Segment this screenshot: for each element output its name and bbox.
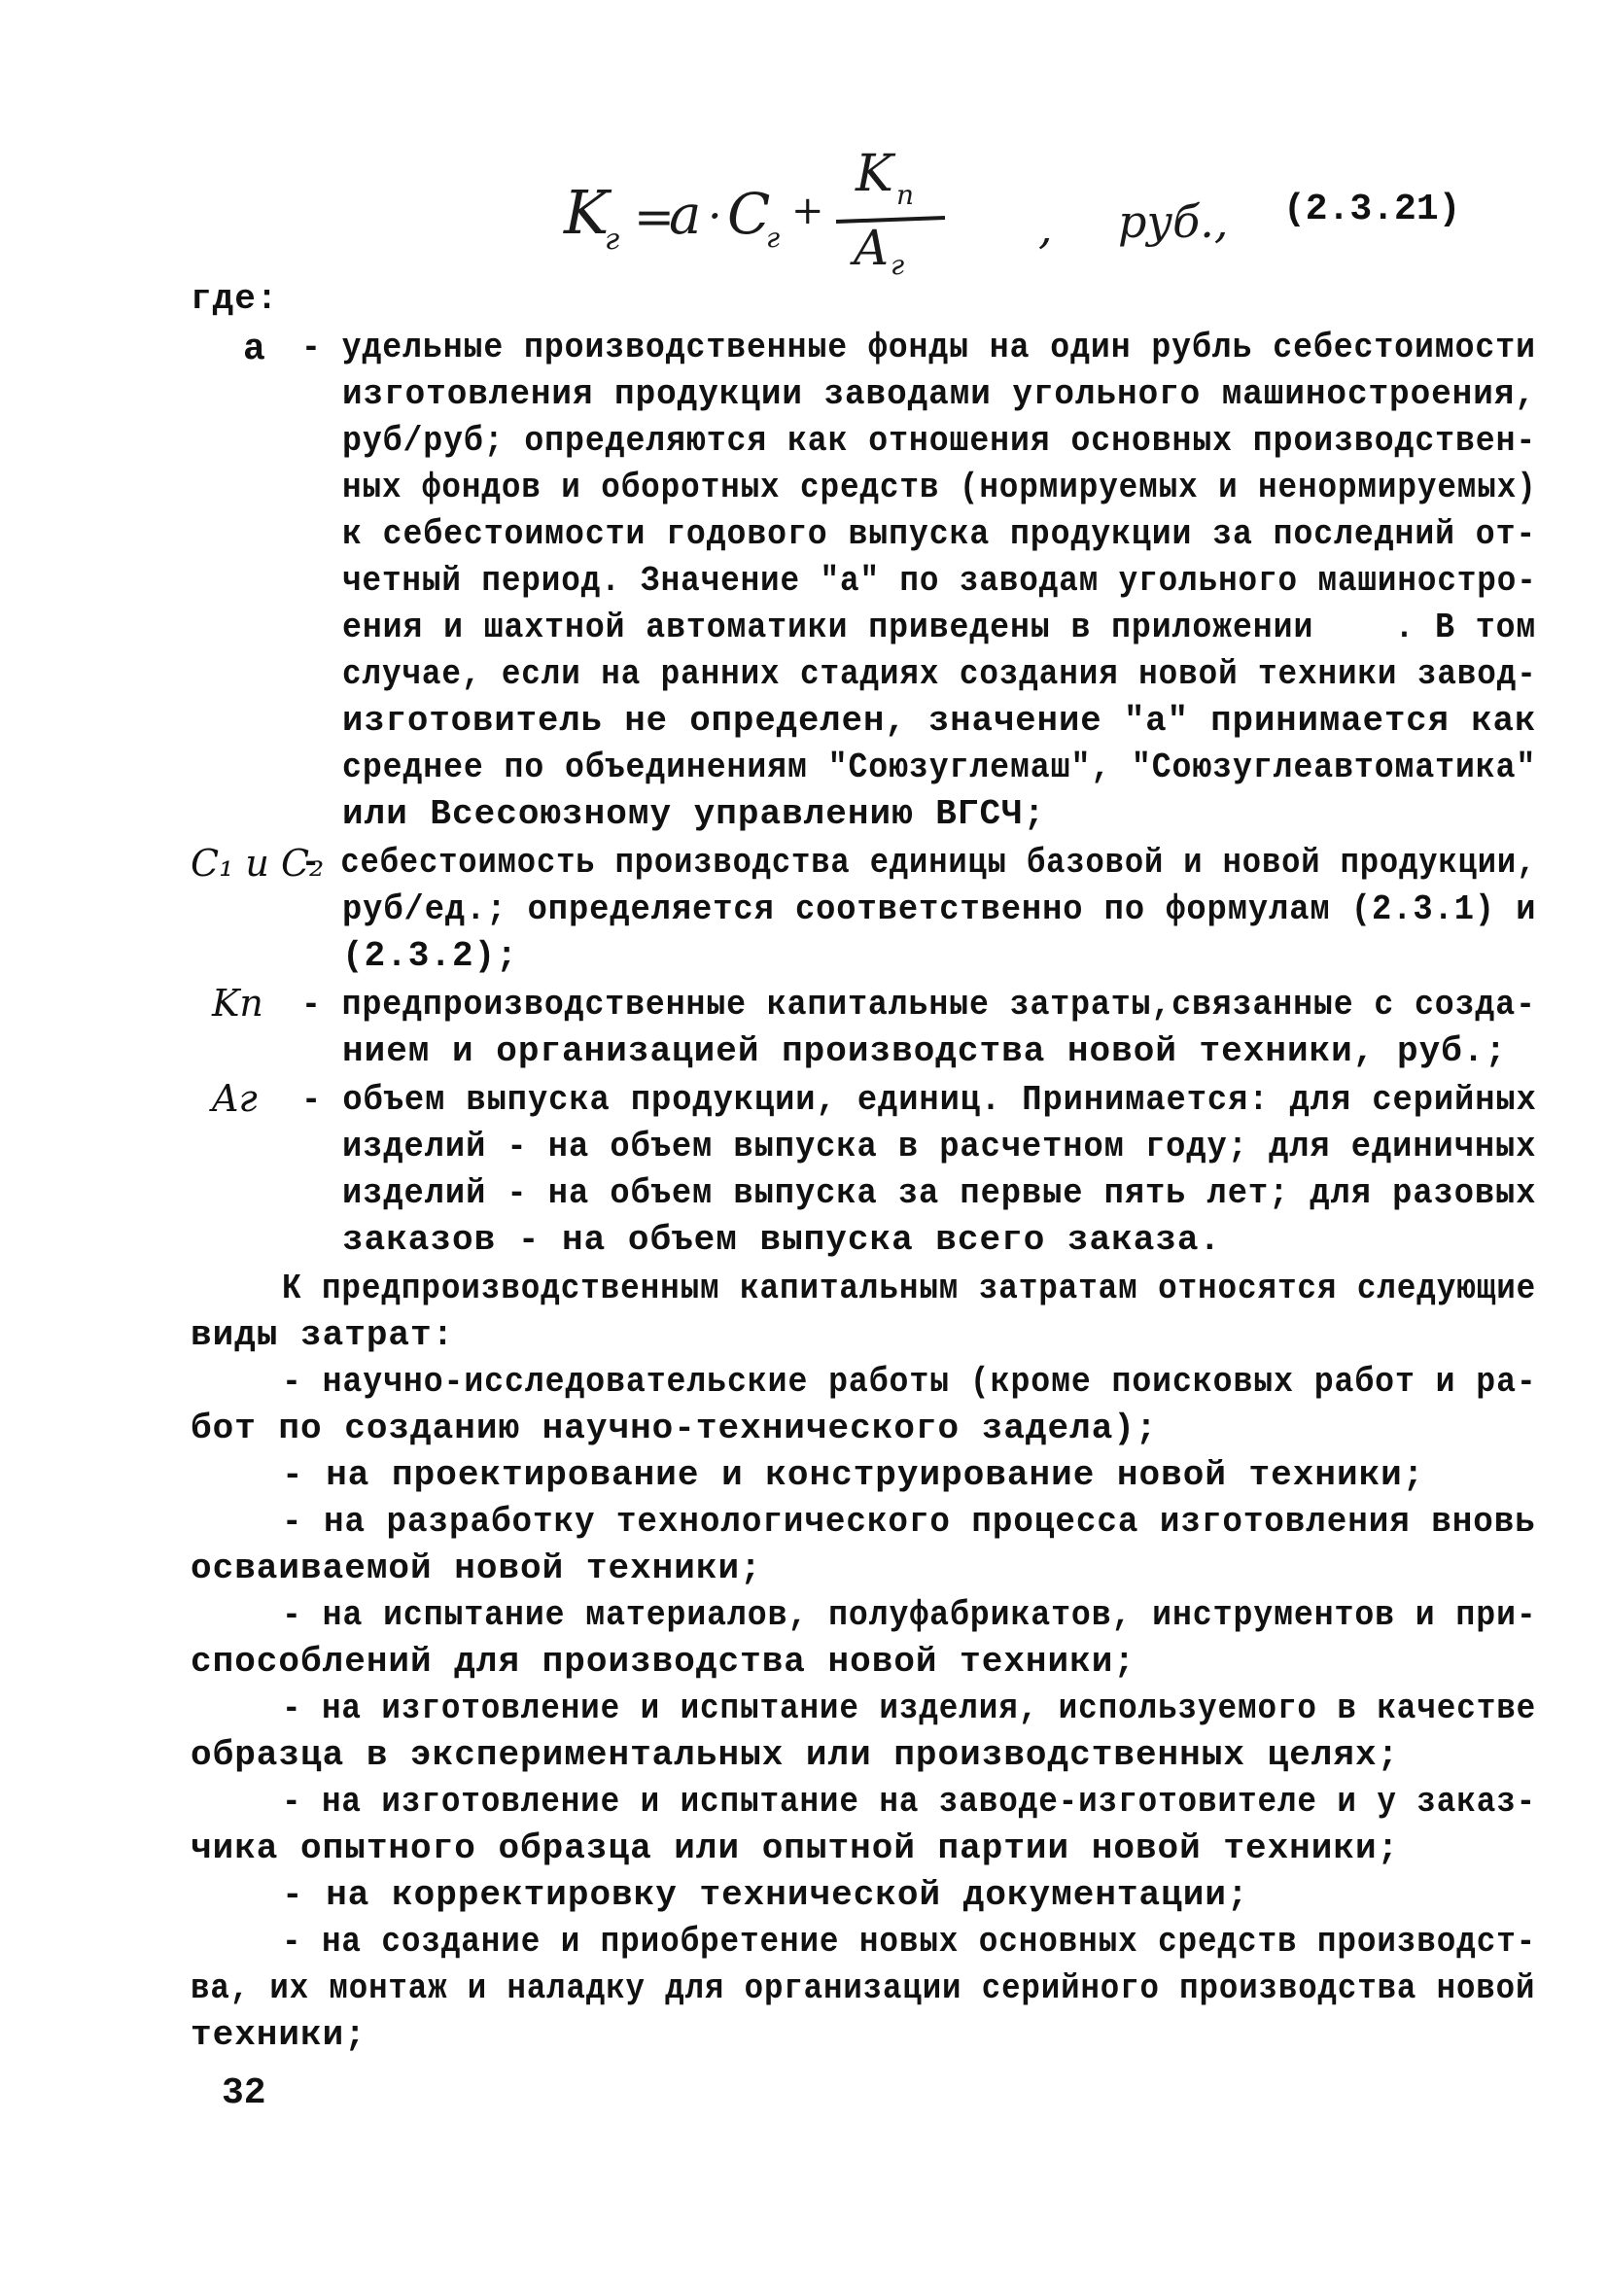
definition-line: изготовления продукции заводами угольного машиностроения, [342, 374, 1536, 414]
page-number: 32 [222, 2072, 266, 2114]
definition-line: ения и шахтной автоматики приведены в приложении . В том [342, 608, 1537, 647]
definition-line: нием и организацией производства новой техники, руб.; [342, 1031, 1507, 1071]
definition-line: случае, если на ранних стадиях создания новой техники завод- [342, 654, 1537, 694]
list-item-line: - на изготовление и испытание изделия, используемого в качестве [282, 1688, 1537, 1728]
list-item-line: бот по созданию научно-технического задела); [191, 1409, 1158, 1448]
list-item-line: - на создание и приобретение новых основных средств производст- [282, 1922, 1537, 1962]
formula-dot: · [708, 190, 722, 242]
definition-line: руб/руб; определяются как отношения основных производствен- [342, 421, 1537, 461]
paragraph-line: виды затрат: [191, 1315, 455, 1355]
formula-c-sub: г [766, 222, 781, 254]
formula-lhs-sub: г [605, 223, 620, 257]
list-item-line: техники; [191, 2015, 367, 2055]
definition-term-kp: Kп [212, 982, 263, 1025]
formula-unit: руб., [1118, 195, 1229, 248]
definition-line: изделий - на объем выпуска в расчетном году; для единичных [342, 1127, 1537, 1166]
definition-term-ag: Aг [212, 1077, 258, 1120]
definition-line: - себестоимость производства единицы базовой и новой продукции, [301, 843, 1537, 883]
definition-line: - предпроизводственные капитальные затраты,связанные с созда- [301, 985, 1536, 1025]
definition-line: (2.3.2); [342, 936, 518, 976]
list-item-line: осваиваемой новой техники; [191, 1548, 762, 1588]
definition-line: изделий - на объем выпуска за первые пять лет; для разовых [342, 1173, 1537, 1213]
where-label: где: [191, 279, 279, 319]
definition-line: - объем выпуска продукции, единиц. Принимается: для серийных [301, 1080, 1537, 1120]
formula-num: K [856, 146, 893, 203]
definition-term-c1-c2: C₁ и C₂ [191, 842, 325, 885]
list-item-line: - на изготовление и испытание на заводе-изготовителе и у заказ- [282, 1782, 1537, 1822]
definition-line: руб/ед.; определяется соответственно по формулам (2.3.1) и [342, 889, 1537, 929]
formula-plus: + [791, 189, 824, 233]
list-item-line: - научно-исследовательские работы (кроме поисковых работ и ра- [282, 1362, 1537, 1402]
formula-comma: , [1038, 201, 1053, 254]
formula-c: C [727, 181, 771, 247]
definition-term-a: а [243, 329, 265, 370]
list-item-line: - на испытание материалов, полуфабрикатов, инструментов и при- [282, 1595, 1537, 1635]
formula-2-3-21 [544, 146, 1461, 292]
list-item-line: способлений для производства новой техники; [191, 1642, 1136, 1682]
formula-num-sub: п [896, 179, 915, 211]
list-item-line: чика опытного образца или опытной партии новой техники; [191, 1828, 1400, 1868]
formula-den: A [854, 220, 890, 276]
list-item-line: - на разработку технологического процесса изготовления вновь [282, 1502, 1536, 1542]
paragraph-line: К предпроизводственным капитальным затратам относятся следующие [282, 1269, 1537, 1308]
formula-lhs: K [564, 177, 610, 248]
formula-eq: = [634, 189, 675, 245]
equation-number: (2.3.21) [1283, 189, 1461, 230]
list-item-line: образца в экспериментальных или производственных целях; [191, 1735, 1400, 1775]
list-item-line: - на проектирование и конструирование новой техники; [282, 1455, 1425, 1495]
list-item-line: - на корректировку технической документации; [282, 1875, 1249, 1915]
definition-line: - удельные производственные фонды на один рубль себестоимости [301, 328, 1536, 367]
definition-line: изготовитель не определен, значение "а" принимается как [342, 701, 1537, 741]
definition-line: среднее по объединениям "Союзуглемаш", "Союзуглеавтоматика" [342, 748, 1537, 787]
definition-line: или Всесоюзному управлению ВГСЧ; [342, 794, 1046, 834]
definition-line: четный период. Значение "а" по заводам угольного машиностро- [342, 561, 1537, 601]
definition-line: ных фондов и оборотных средств (нормируемых и ненормируемых) [342, 468, 1537, 507]
formula-a: a [669, 184, 702, 247]
fraction-bar [836, 218, 945, 222]
definition-line: к себестоимости годового выпуска продукции за последний от- [342, 514, 1537, 554]
list-item-line: ва, их монтаж и наладку для организации серийного производства новой [191, 1968, 1536, 2008]
formula-den-sub: г [891, 249, 905, 281]
definition-line: заказов - на объем выпуска всего заказа. [342, 1220, 1222, 1260]
